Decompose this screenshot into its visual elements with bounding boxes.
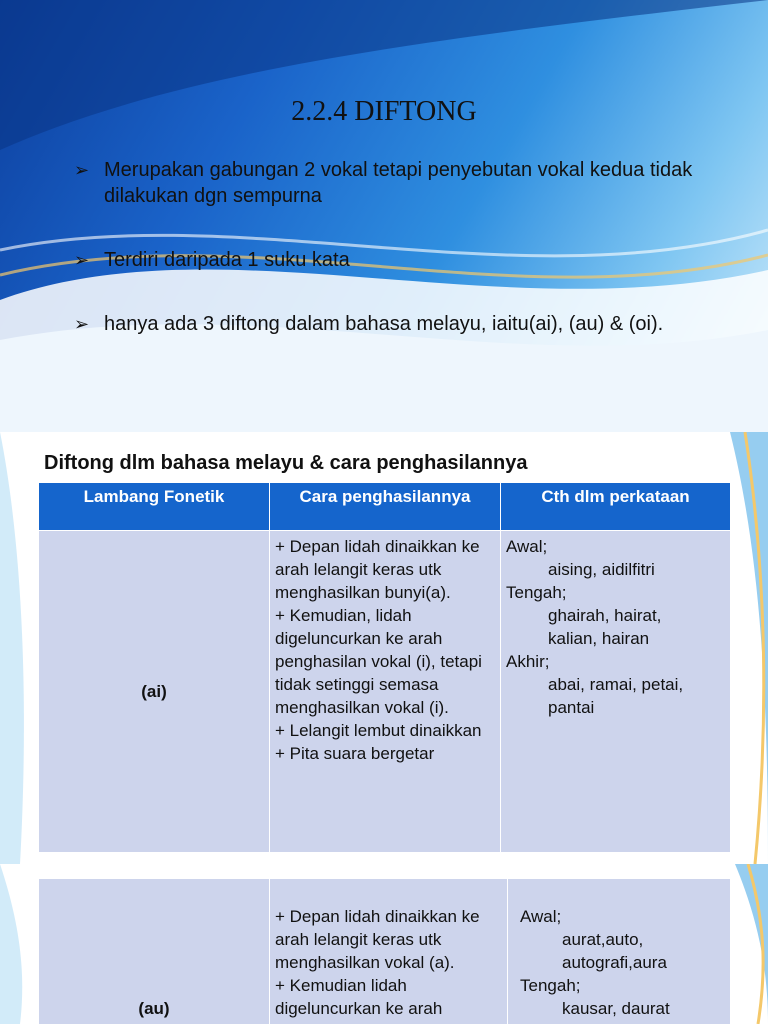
example-words: abai, ramai, petai,: [548, 675, 684, 694]
production-step: + Kemudian lidah digeluncurkan ke arah: [275, 976, 443, 1018]
header-contoh-perkataan: Cth dlm perkataan: [501, 483, 731, 531]
phonetic-symbol: (au): [39, 879, 270, 1024]
phonetic-symbol: (ai): [39, 531, 270, 853]
bullet-text: hanya ada 3 diftong dalam bahasa melayu, iaitu(ai), (au) & (oi).: [104, 313, 664, 335]
example-words: aurat,auto,: [562, 930, 644, 949]
examples-cell: [501, 531, 731, 853]
left-wave: [0, 432, 24, 864]
header-lambang-fonetik: Lambang Fonetik: [39, 483, 270, 531]
example-position-label: Tengah;: [506, 583, 567, 602]
table-row: [39, 531, 731, 853]
left-wave: [0, 864, 22, 1024]
bullet-text: Merupakan gabungan 2 vokal tetapi penyebutan vokal kedua tidak dilakukan dgn sempurna: [104, 159, 693, 207]
table-heading: Diftong dlm bahasa melayu & cara penghasilannya: [44, 452, 528, 474]
example-words: aising, aidilfitri: [548, 560, 655, 579]
header-cara-penghasilan: Cara penghasilannya: [270, 483, 501, 531]
table-header-row: [39, 483, 731, 531]
bullet-list: [74, 157, 724, 337]
arrow-bullet-icon: ➢: [74, 250, 90, 270]
table-row: [39, 879, 731, 1024]
example-position-label: Akhir;: [506, 652, 550, 671]
example-position-label: Tengah;: [520, 976, 581, 995]
example-words: pantai: [548, 698, 595, 717]
bullet-item: [74, 157, 724, 209]
bullet-item: [74, 247, 724, 273]
production-step: + Depan lidah dinaikkan ke arah lelangit keras utk menghasilkan bunyi(a).: [275, 537, 480, 602]
diftong-table: [38, 482, 731, 853]
production-step: + Depan lidah dinaikkan ke arah lelangit keras utk menghasilkan vokal (a).: [275, 907, 480, 972]
slide-diftong-table-continued: [0, 864, 768, 1024]
arrow-bullet-icon: ➢: [74, 160, 90, 180]
examples-cell: [508, 879, 731, 1024]
production-cell: [270, 879, 508, 1024]
example-words: ghairah, hairat,: [548, 606, 662, 625]
example-words: kausar, daurat: [562, 999, 670, 1018]
diftong-table-continued: [38, 878, 731, 1024]
slide-title: 2.2.4 DIFTONG: [291, 96, 477, 127]
example-position-label: Awal;: [506, 537, 548, 556]
slide-diftong-table: [0, 432, 768, 864]
example-position-label: Awal;: [520, 907, 562, 926]
bullet-text: Terdiri daripada 1 suku kata: [104, 249, 350, 271]
bullet-item: [74, 311, 724, 337]
production-cell: [270, 531, 501, 853]
production-step: + Lelangit lembut dinaikkan: [275, 721, 482, 740]
slide-title-diftong: [0, 0, 768, 432]
production-step: + Kemudian, lidah digeluncurkan ke arah penghasilan vokal (i), tetapi tidak setinggi semasa menghasilkan vokal (i).: [275, 606, 482, 717]
arrow-bullet-icon: ➢: [74, 314, 90, 334]
production-step: + Pita suara bergetar: [275, 744, 435, 763]
example-words: autografi,aura: [562, 953, 667, 972]
example-words: kalian, hairan: [548, 629, 650, 648]
